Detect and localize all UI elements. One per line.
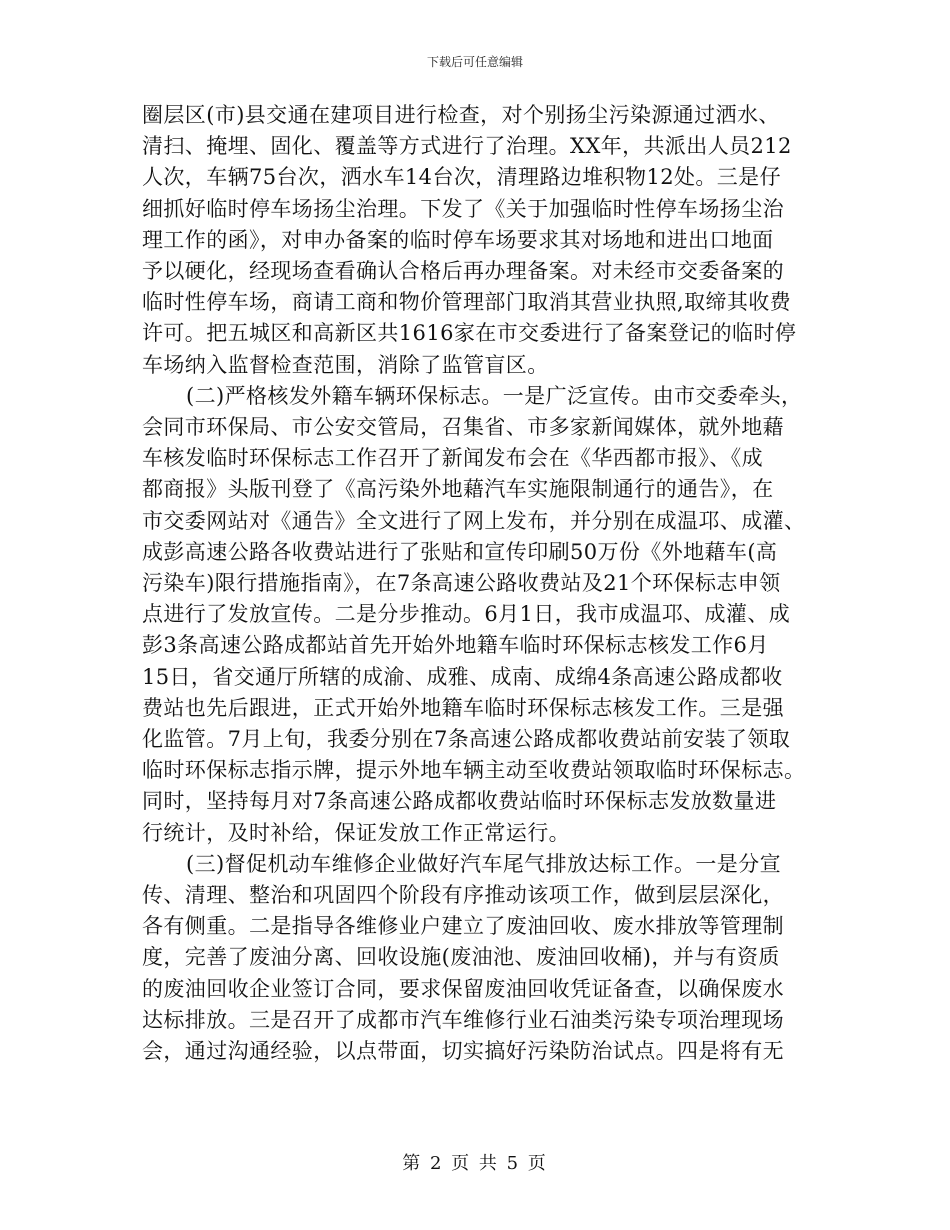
text-line: 人次，车辆75台次，洒水车14台次，清理路边堆积物12处。三是仔 xyxy=(142,165,781,190)
text-line: 临时环保标志指示牌，提示外地车辆主动至收费站领取临时环保标志。 xyxy=(142,758,806,783)
text-line: 点进行了发放宣传。二是分步推动。6月1日，我市成温邛、成灌、成 xyxy=(142,602,791,627)
text-line: 临时性停车场，商请工商和物价管理部门取消其营业执照,取缔其收费 xyxy=(142,290,792,315)
text-line: 的废油回收企业签订合同，要求保留废油回收凭证备查，以确保废水 xyxy=(142,976,784,1001)
text-line: 许可。把五城区和高新区共1616家在市交委进行了备案登记的临时停 xyxy=(142,321,797,346)
text-line: 15日，省交通厅所辖的成渝、成雅、成南、成绵4条高速公路成都收 xyxy=(142,664,783,689)
text-line: 圈层区(市)县交通在建项目进行检查，对个别扬尘污染源通过洒水、 xyxy=(142,103,780,127)
page-number: 第 2 页 共 5 页 xyxy=(402,1153,548,1174)
page-header: 下载后可任意编辑 xyxy=(426,55,523,69)
text-line: 各有侧重。二是指导各维修业户建立了废油回收、废水排放等管理制 xyxy=(142,914,784,939)
text-line: 传、清理、整治和巩固四个阶段有序推动该项工作，做到层层深化， xyxy=(142,883,784,908)
text-line: 行统计，及时补给，保证发放工作正常运行。 xyxy=(142,820,570,845)
text-line: 会同市环保局、市公安交管局，召集省、市多家新闻媒体，就外地藉 xyxy=(142,415,784,440)
text-line: 细抓好临时停车场扬尘治理。下发了《关于加强临时性停车场扬尘治 xyxy=(142,196,784,221)
text-line: 都商报》头版刊登了《高污染外地藉汽车实施限制通行的通告》，在 xyxy=(142,477,774,502)
text-line: 清扫、掩埋、固化、覆盖等方式进行了治理。XX年，共派出人员212 xyxy=(142,134,792,159)
text-line: 度，完善了废油分离、回收设施(废油池、废油回收桶)，并与有资质 xyxy=(142,945,780,970)
text-line: 市交委网站对《通告》全文进行了网上发布，并分别在成温邛、成灌、 xyxy=(142,508,806,533)
text-line: 彭3条高速公路成都站首先开始外地籍车临时环保标志核发工作6月 xyxy=(142,633,769,658)
text-line: 化监管。7月上旬，我委分别在7条高速公路成都收费站前安装了领取 xyxy=(142,727,791,752)
text-line: 费站也先后跟进，正式开始外地籍车临时环保标志核发工作。三是强 xyxy=(142,695,784,720)
text-line: 理工作的函》，对申办备案的临时停车场要求其对场地和进出口地面 xyxy=(142,227,774,252)
paragraph-1 xyxy=(142,100,810,381)
text-line: 车场纳入监督检查范围，消除了监管盲区。 xyxy=(142,352,549,377)
text-line: (二)严格核发外籍车辆环保标志。一是广泛宣传。由市交委牵头， xyxy=(186,383,803,408)
text-line: (三)督促机动车维修企业做好汽车尾气排放达标工作。一是分宣 xyxy=(186,851,781,876)
paragraph-3 xyxy=(142,849,810,1067)
text-line: 会，通过沟通经验，以点带面，切实搞好污染防治试点。四是将有无 xyxy=(142,1039,784,1064)
document-body xyxy=(142,100,810,1067)
text-line: 成彭高速公路各收费站进行了张贴和宣传印刷50万份《外地藉车(高 xyxy=(142,539,778,564)
text-line: 同时，坚持每月对7条高速公路成都收费站临时环保标志发放数量进 xyxy=(142,789,777,814)
text-line: 污染车)限行措施指南》，在7条高速公路收费站及21个环保标志申领 xyxy=(142,571,781,596)
text-line: 达标排放。三是召开了成都市汽车维修行业石油类污染专项治理现场 xyxy=(142,1007,784,1032)
text-line: 予以硬化，经现场查看确认合格后再办理备案。对未经市交委备案的 xyxy=(142,259,784,284)
paragraph-2 xyxy=(142,381,810,849)
text-line: 车核发临时环保标志工作召开了新闻发布会在《华西都市报》、《成 xyxy=(142,446,763,471)
